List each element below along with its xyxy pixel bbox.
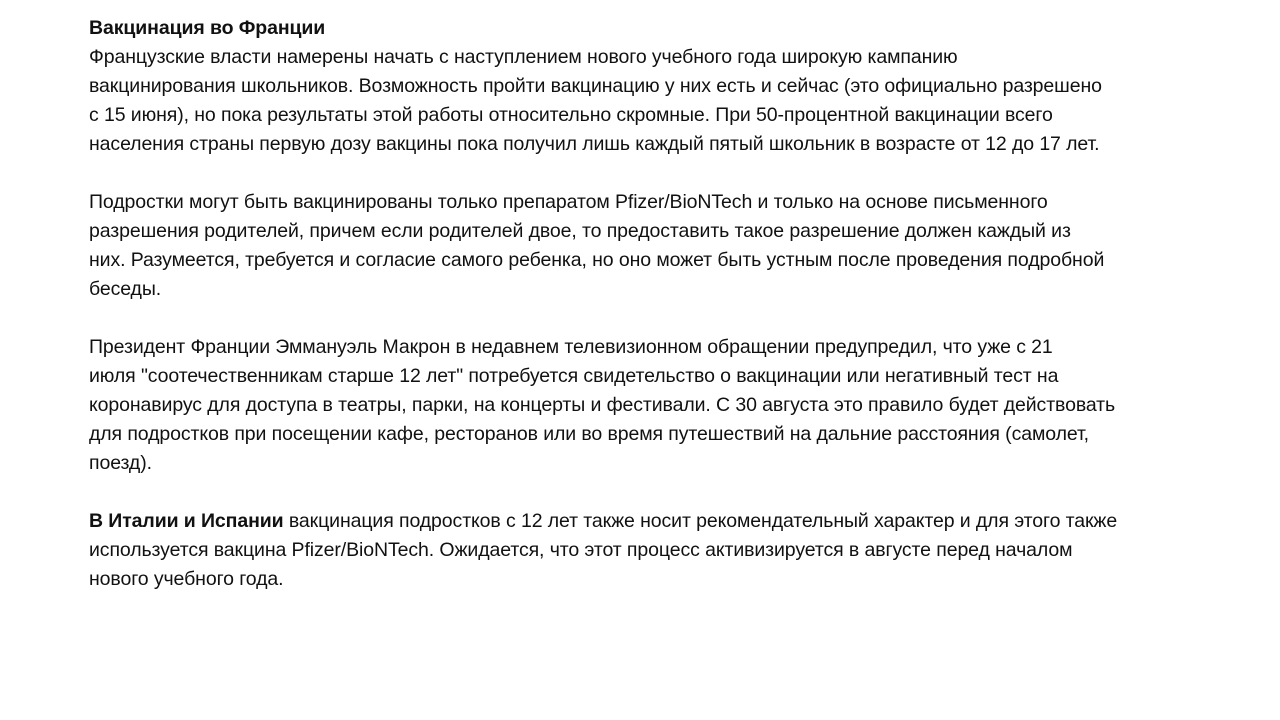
paragraph-line: Президент Франции Эммануэль Макрон в недавнем телевизионном обращении предупредил, что уже с 21 — [89, 336, 1053, 358]
bold-lead-italy-spain: В Италии и Испании — [89, 510, 284, 532]
paragraph-line: них. Разумеется, требуется и согласие самого ребенка, но оно может быть устным после проведения подробной — [89, 249, 1105, 271]
document-body — [89, 14, 1259, 594]
paragraph-line: нового учебного года. — [89, 568, 284, 590]
paragraph-line: населения страны первую дозу вакцины пока получил лишь каждый пятый школьник в возрасте от 12 до 17 лет. — [89, 133, 1100, 155]
paragraph-line: с 15 июня), но пока результаты этой работы относительно скромные. При 50-процентной вакцинации всего — [89, 104, 1053, 126]
paragraph-italy-spain — [89, 507, 1259, 594]
paragraph-line: Французские власти намерены начать с наступлением нового учебного года широкую кампанию — [89, 46, 958, 68]
paragraph-france-3 — [89, 333, 1259, 478]
paragraph-france-1 — [89, 43, 1259, 159]
paragraph-line: вакцинирования школьников. Возможность пройти вакцинацию у них есть и сейчас (это официально разрешено — [89, 75, 1102, 97]
section-heading-france: Вакцинация во Франции — [89, 17, 326, 39]
paragraph-line — [89, 507, 1259, 536]
paragraph-line: Подростки могут быть вакцинированы только препаратом Pfizer/BioNTech и только на основе письменного — [89, 191, 1048, 213]
paragraph-line: беседы. — [89, 278, 162, 300]
paragraph-line: коронавирус для доступа в театры, парки, на концерты и фестивали. С 30 августа это правило будет действовать — [89, 394, 1116, 416]
paragraph-line-rest: вакцинация подростков с 12 лет также носит рекомендательный характер и для этого также — [283, 510, 1118, 532]
paragraph-france-2 — [89, 188, 1259, 304]
paragraph-line: июля "соотечественникам старше 12 лет" потребуется свидетельство о вакцинации или негативный тест на — [89, 365, 1059, 387]
paragraph-line: для подростков при посещении кафе, ресторанов или во время путешествий на дальние расстояния (самолет, — [89, 423, 1089, 445]
section-france — [89, 14, 1259, 478]
paragraph-line: поезд). — [89, 452, 152, 474]
paragraph-line: разрешения родителей, причем если родителей двое, то предоставить такое разрешение должен каждый из — [89, 220, 1071, 242]
paragraph-line: используется вакцина Pfizer/BioNTech. Ожидается, что этот процесс активизируется в августе перед началом — [89, 539, 1073, 561]
